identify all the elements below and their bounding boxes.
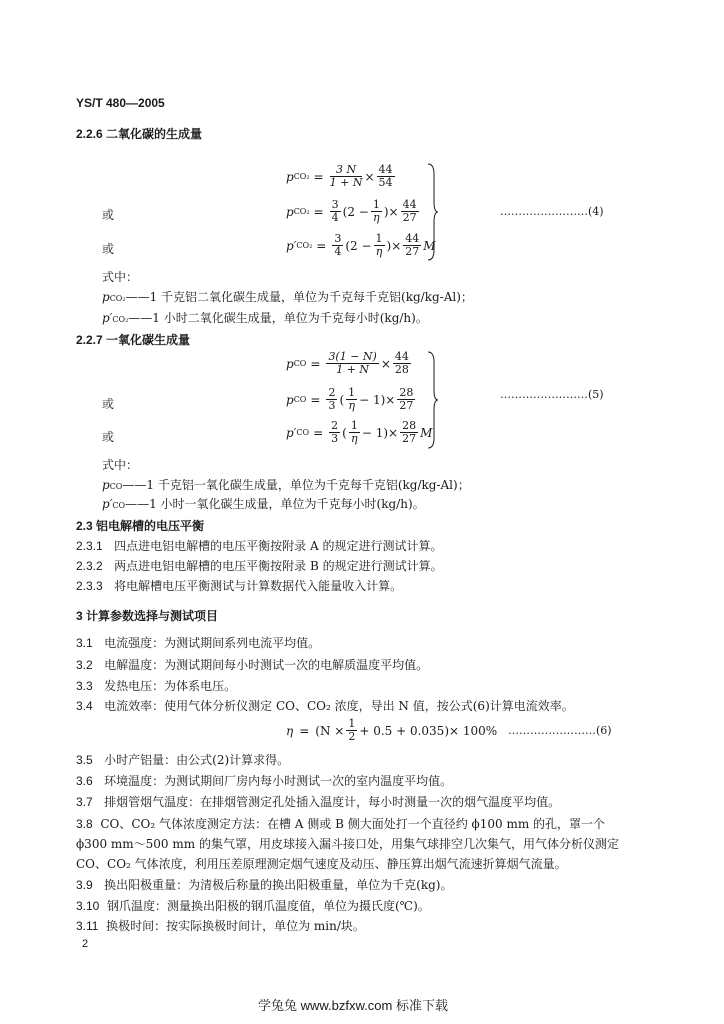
section-title-2-3: 2.3 铝电解槽的电压平衡 — [76, 519, 205, 533]
clause-3-6: 3.6 环境温度：为测试期间厂房内每小时测试一次的室内温度平均值。 — [76, 774, 453, 788]
formula-5b: p CO = $\frac{2}{3}$ ( $\frac{1}{\eta}$ − 1)× $\frac{28}{27}$ — [286, 386, 414, 412]
clause-3-8-line3: CO、CO₂ 气体浓度，利用压差原理测定烟气速度及动压、静压算出烟气流速折算烟气流量。 — [76, 857, 567, 871]
or-label: 或 — [102, 430, 115, 444]
section-title-2-2-7: 2.2.7 一氧化碳生成量 — [76, 333, 191, 347]
clause-3-8: 3.8 CO、CO₂ 气体浓度测定方法：在槽 A 侧或 B 侧大面处打一个直径约 ϕ100 mm 的孔，罩一个 — [76, 817, 606, 831]
clause-3-9: 3.9 换出阳极重量：为清极后称量的换出阳极重量，单位为千克(kg)。 — [76, 878, 453, 892]
clause-3-4: 3.4 电流效率：使用气体分析仪测定 CO、CO₂ 浓度，导出 N 值，按公式(6)计算电流效率。 — [76, 699, 574, 713]
leader-dots: ……………………(6) — [508, 724, 612, 737]
definition-line: pCO₂——1 千克铝二氧化碳生成量，单位为千克每千克铝(kg/kg-Al)； — [102, 290, 473, 304]
section-title-3: 3 计算参数选择与测试项目 — [76, 609, 219, 623]
clause-3-10: 3.10 钢爪温度：测量换出阳极的钢爪温度值，单位为摄氏度(℃)。 — [76, 899, 430, 913]
definition-line: p′CO——1 小时一氧化碳生成量，单位为千克每小时(kg/h)。 — [102, 497, 425, 511]
clause-3-5: 3.5 小时产铝量：由公式(2)计算求得。 — [76, 753, 290, 767]
formula-4b: p CO₂ = $\frac{3}{4}$ (2 − $\frac{1}{\eta}$ )× $\frac{44}{27}$ — [286, 198, 417, 224]
definition-line: p′CO₂——1 小时二氧化碳生成量，单位为千克每小时(kg/h)。 — [102, 311, 428, 325]
formula-6: η = (N × $\frac{1}{2}$ + 0.5 + 0.035)× 100% — [286, 717, 498, 743]
clause-2-3-2: 2.3.2 两点进电铝电解槽的电压平衡按附录 B 的规定进行测试计算。 — [76, 559, 443, 573]
definition-line: pCO——1 千克铝一氧化碳生成量，单位为千克每千克铝(kg/kg-Al)； — [102, 478, 470, 492]
clause-3-3: 3.3 发热电压：为体系电压。 — [76, 679, 237, 693]
formula-5a: p CO = $\frac{3(1 - N)}{1 + N}$ × $\frac{44}{28}$ — [286, 350, 409, 376]
formula-where: 式中： — [102, 270, 139, 284]
clause-3-1: 3.1 电流强度：为测试期间系列电流平均值。 — [76, 636, 321, 650]
clause-2-3-1: 2.3.1 四点进电铝电解槽的电压平衡按附录 A 的规定进行测试计算。 — [76, 539, 443, 553]
clause-3-8-line2: ϕ300 mm～500 mm 的集气罩，用皮球接入漏斗接口处，用集气球排空几次集气，用气体分析仪测定 — [76, 837, 619, 851]
right-brace — [426, 350, 440, 450]
footer-watermark: 学兔兔 www.bzfxw.com 标准下载 — [258, 998, 448, 1013]
formula-where: 式中： — [102, 458, 139, 472]
standard-code: YS/T 480—2005 — [76, 96, 165, 110]
clause-3-2: 3.2 电解温度：为测试期间每小时测试一次的电解质温度平均值。 — [76, 658, 429, 672]
leader-dots: ……………………(5) — [500, 388, 604, 401]
clause-2-3-3: 2.3.3 将电解槽电压平衡测试与计算数据代入能量收入计算。 — [76, 579, 403, 593]
or-label: 或 — [102, 208, 115, 222]
formula-4a: p CO₂ = $\frac{3 N}{1 + N}$ × $\frac{44}{54}$ — [286, 163, 393, 189]
page-number: 2 — [82, 938, 89, 950]
right-brace — [426, 162, 440, 262]
clause-3-11: 3.11 换极时间：按实际换极时间计，单位为 min/块。 — [76, 919, 365, 933]
or-label: 或 — [102, 397, 115, 411]
formula-5c: p′ CO = $\frac{2}{3}$ ( $\frac{1}{\eta}$ − 1)× $\frac{28}{27}$ M — [286, 419, 433, 445]
or-label: 或 — [102, 242, 115, 256]
section-title-2-2-6: 2.2.6 二氧化碳的生成量 — [76, 127, 203, 141]
clause-3-7: 3.7 排烟管烟气温度：在排烟管测定孔处插入温度计，每小时测量一次的烟气温度平均值。 — [76, 795, 561, 809]
formula-4c: p′ CO₂ = $\frac{3}{4}$ (2 − $\frac{1}{\eta}$ )× $\frac{44}{27}$ M — [286, 232, 436, 258]
leader-dots: ……………………(4) — [500, 205, 604, 218]
